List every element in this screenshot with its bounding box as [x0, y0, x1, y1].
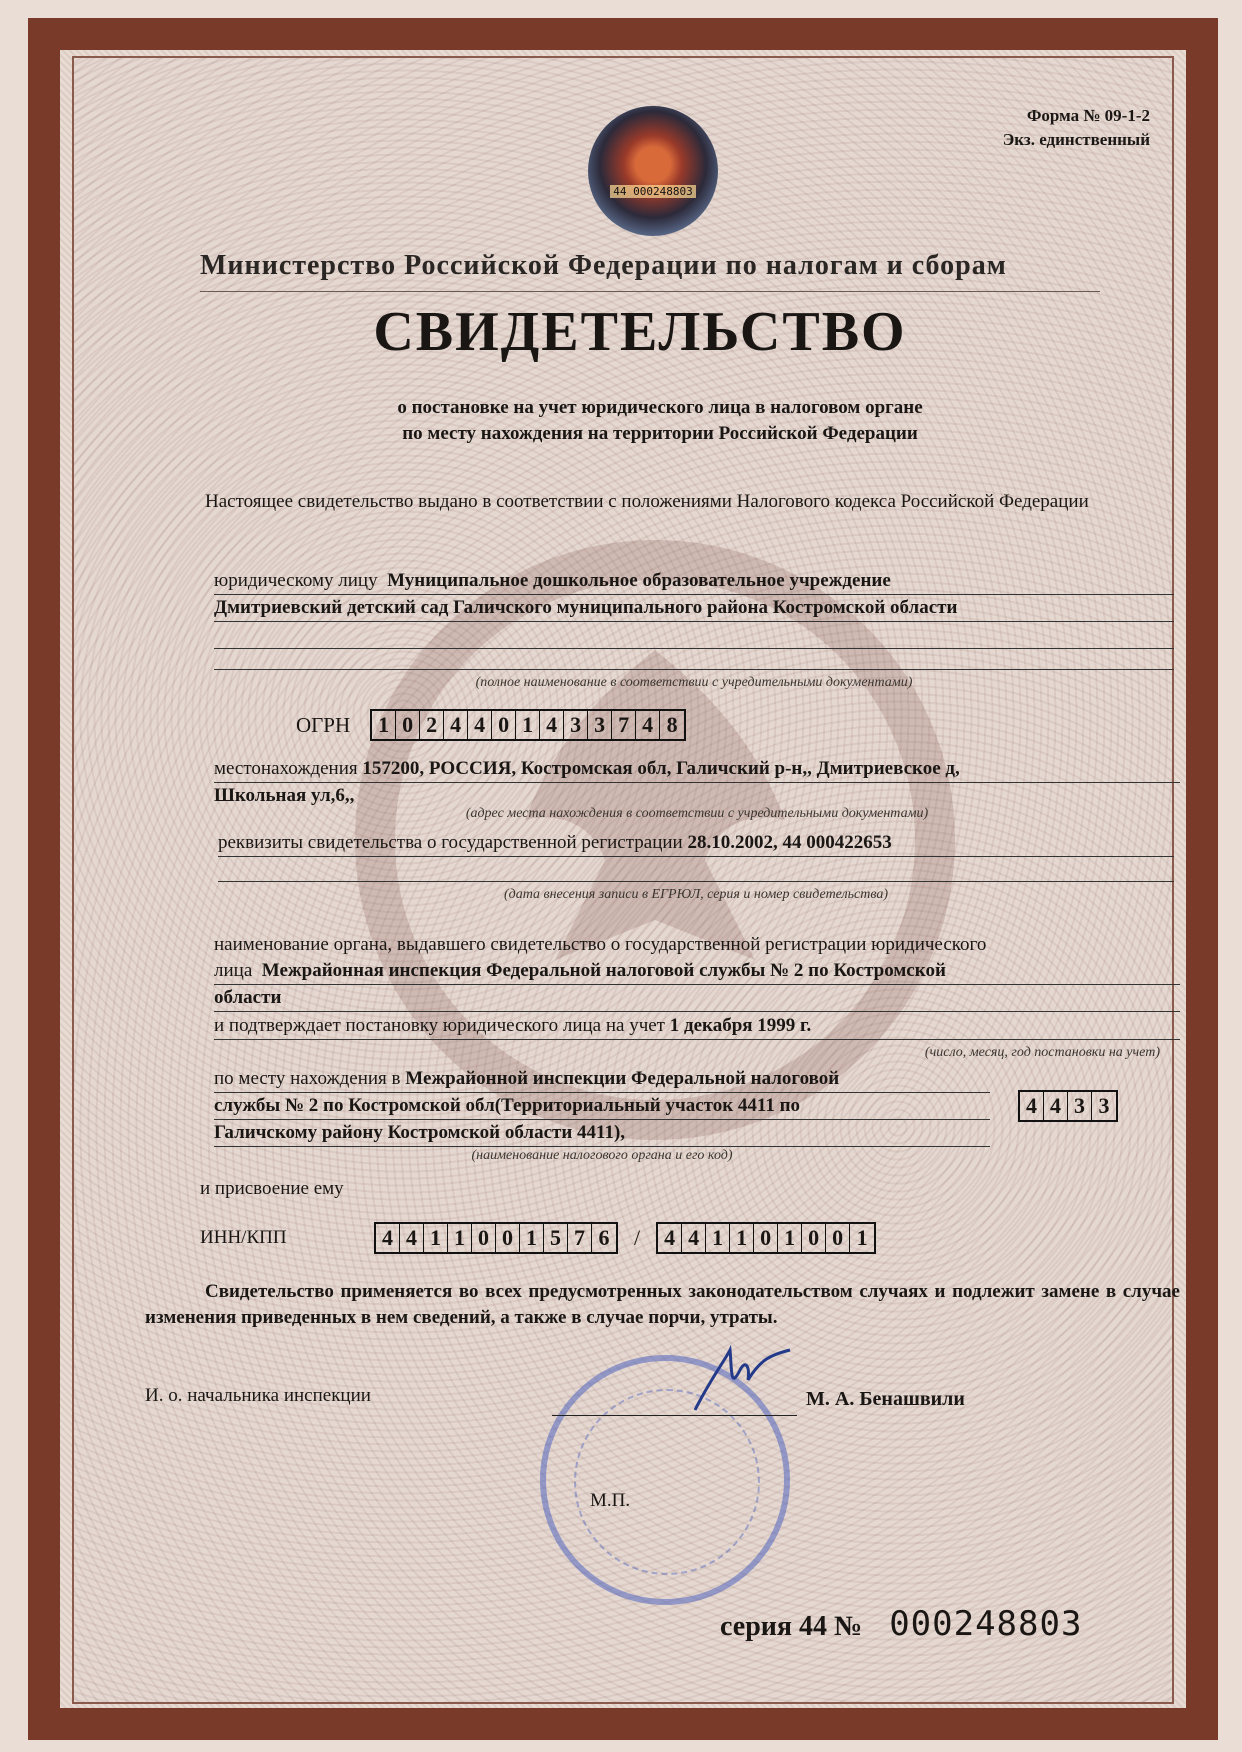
kpp-digit-boxes [656, 1222, 876, 1254]
authority-block [214, 932, 1180, 1012]
tax-office-code-boxes [1018, 1090, 1118, 1122]
entity-blank-line-2 [214, 649, 1174, 670]
ogrn-digit-8: 3 [564, 711, 588, 739]
serial-label: серия 44 № [720, 1611, 863, 1642]
signatory-position: И. о. начальника инспекции [145, 1385, 371, 1406]
kpp-digit-7: 0 [826, 1224, 850, 1252]
location-block [214, 756, 1180, 827]
heading-divider [200, 291, 1100, 292]
entity-blank-line [214, 622, 1174, 649]
registration-hint: (дата внесения записи в ЕГРЮЛ, серия и номер свидетельства) [504, 887, 888, 902]
kpp-digit-6: 0 [802, 1224, 826, 1252]
location-label: местонахождения [214, 758, 358, 779]
tax-office-code-digit-2: 3 [1068, 1092, 1092, 1120]
signature-line [552, 1415, 797, 1416]
inn-digit-1: 4 [400, 1224, 424, 1252]
ogrn-digit-4: 4 [468, 711, 492, 739]
authority-value-line-1: Межрайонная инспекция Федеральной налоговой службы № 2 по Костромской [261, 960, 946, 981]
entity-name-line-1: Муниципальное дошкольное образовательное учреждение [387, 570, 891, 591]
ogrn-digit-2: 2 [420, 711, 444, 739]
ogrn-row [296, 709, 686, 741]
serial-block [720, 1604, 1082, 1644]
tax-office-line-3: Галичскому району Костромской области 4411), [214, 1120, 990, 1147]
ogrn-digit-7: 4 [540, 711, 564, 739]
tax-office-code-digit-3: 3 [1098, 1093, 1110, 1118]
inn-digit-7: 5 [544, 1224, 568, 1252]
inn-digit-4: 0 [472, 1224, 496, 1252]
kpp-digit-8: 1 [856, 1225, 868, 1250]
subtitle-line-1: о постановке на учет юридического лица в налоговом органе [397, 397, 923, 418]
intro-paragraph: Настоящее свидетельство выдано в соответствии с положениями Налогового кодекса Российской Федерации [205, 491, 1089, 512]
ministry-heading: Министерство Российской Федерации по налогам и сборам [200, 250, 1007, 281]
confirm-hint: (число, месяц, год постановки на учет) [924, 1045, 1160, 1060]
stamp-place-label: М.П. [590, 1490, 631, 1511]
ogrn-digit-10: 7 [612, 711, 636, 739]
inn-digit-9: 6 [598, 1225, 610, 1250]
kpp-digit-3: 1 [730, 1224, 754, 1252]
location-hint: (адрес места нахождения в соответствии с учредительными документами) [465, 806, 929, 821]
location-line-2: Школьная ул,6,, [214, 785, 355, 806]
ogrn-digit-9: 3 [588, 711, 612, 739]
signature [690, 1340, 800, 1420]
authority-label-line-1: наименование органа, выдавшего свидетельство о государственной регистрации юридического [214, 934, 987, 955]
form-number-block [1003, 104, 1150, 152]
tax-office-line-1: Межрайонной инспекции Федеральной налоговой [405, 1068, 840, 1089]
ogrn-digit-3: 4 [444, 711, 468, 739]
inn-digit-8: 7 [568, 1224, 592, 1252]
confirm-label: и подтверждает постановку юридического лица на учет [214, 1015, 665, 1036]
authority-label-line-2: лица [214, 960, 253, 981]
inn-kpp-row [200, 1222, 876, 1254]
inn-digit-3: 1 [448, 1224, 472, 1252]
notice-paragraph: Свидетельство применяется во всех предусмотренных законодательством случаях и подлежит замене в случае изменения приведенных в нем сведений, а также в случае порчи, утраты. [145, 1281, 1180, 1328]
ogrn-digit-12: 8 [666, 712, 678, 737]
confirm-block [214, 1013, 1180, 1066]
inn-digit-2: 1 [424, 1224, 448, 1252]
form-number: Форма № 09-1-2 [1026, 106, 1150, 125]
inn-kpp-separator: / [634, 1225, 641, 1250]
inn-kpp-label: ИНН/КПП [200, 1227, 287, 1248]
signatory-name: М. А. Бенашвили [806, 1388, 965, 1410]
inn-digit-6: 1 [520, 1224, 544, 1252]
registration-label: реквизиты свидетельства о государственной регистрации [218, 832, 683, 853]
tax-office-hint: (наименование налогового органа и его код) [471, 1148, 733, 1163]
registration-block [218, 830, 1174, 908]
authority-value-line-2: области [214, 985, 1180, 1012]
ogrn-digit-0: 1 [372, 711, 396, 739]
registration-blank-line [218, 857, 1174, 882]
tax-office-code-digit-0: 4 [1020, 1092, 1044, 1120]
confirm-date: 1 декабря 1999 г. [669, 1015, 812, 1036]
assign-text: и присвоение ему [200, 1178, 344, 1199]
ogrn-digit-11: 4 [636, 711, 660, 739]
tax-office-code-row [1018, 1090, 1118, 1122]
hologram-seal [588, 106, 718, 236]
kpp-digit-1: 4 [682, 1224, 706, 1252]
inn-digit-boxes [374, 1222, 618, 1254]
entity-block [214, 568, 1174, 696]
document-title: СВИДЕТЕЛЬСТВО [373, 301, 907, 363]
entity-name-line-2: Дмитриевский детский сад Галичского муниципального района Костромской области [214, 595, 1174, 622]
entity-label: юридическому лицу [214, 570, 378, 591]
kpp-digit-5: 1 [778, 1224, 802, 1252]
inn-digit-0: 4 [376, 1224, 400, 1252]
ogrn-digit-boxes [370, 709, 686, 741]
entity-hint: (полное наименование в соответствии с учредительными документами) [475, 675, 913, 690]
ogrn-digit-5: 0 [492, 711, 516, 739]
kpp-digit-4: 0 [754, 1224, 778, 1252]
kpp-digit-0: 4 [658, 1224, 682, 1252]
ogrn-label: ОГРН [296, 713, 351, 737]
inn-digit-5: 0 [496, 1224, 520, 1252]
tax-office-label: по месту нахождения в [214, 1068, 401, 1089]
location-line-1: 157200, РОССИЯ, Костромская обл, Галичский р-н,, Дмитриевское д, [362, 758, 960, 779]
kpp-digit-2: 1 [706, 1224, 730, 1252]
registration-value: 28.10.2002, 44 000422653 [687, 832, 892, 853]
hologram-number: 44 000248803 [610, 185, 695, 198]
ogrn-digit-1: 0 [396, 711, 420, 739]
serial-number: 000248803 [889, 1604, 1083, 1644]
tax-office-line-2: службы № 2 по Костромской обл(Территориальный участок 4411 по [214, 1093, 990, 1120]
ogrn-digit-6: 1 [516, 711, 540, 739]
subtitle-line-2: по месту нахождения на территории Российской Федерации [402, 423, 918, 444]
tax-office-code-digit-1: 4 [1044, 1092, 1068, 1120]
tax-office-block [214, 1066, 990, 1169]
document-subtitle [330, 395, 990, 447]
copy-note: Экз. единственный [1002, 130, 1150, 149]
